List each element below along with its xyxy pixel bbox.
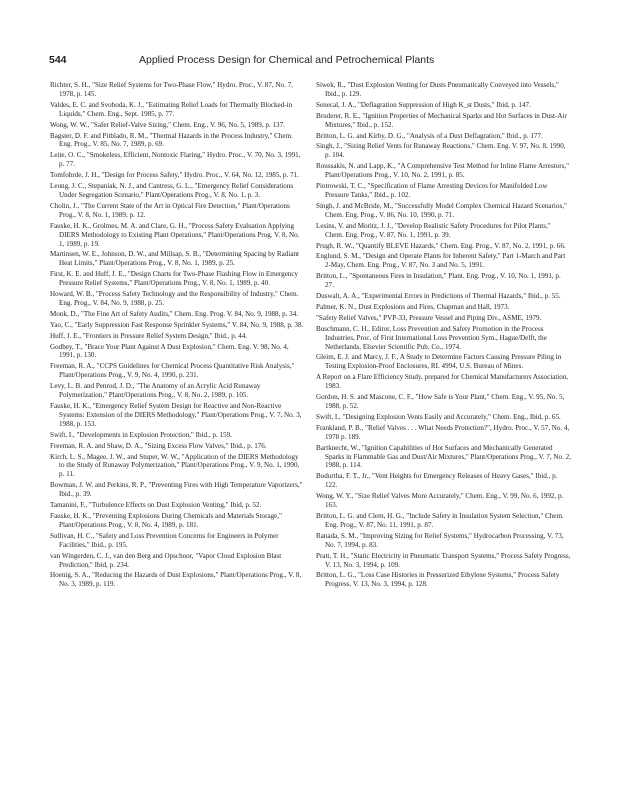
- reference-entry: Britton, L., "Spontaneous Fires in Insulation," Plant. Eng. Prog., V. 10, No. 1, 1991, p. 27.: [316, 272, 561, 290]
- running-title: Applied Process Design for Chemical and Petrochemical Plants: [139, 54, 435, 66]
- reference-entry: Roussakis, N. and Lapp, K., "A Comprehensive Test Method for Inline Flame Arrestors," Plant/Operations Prog., V. 10, No. 2, 1991, p. 85.: [316, 162, 570, 180]
- reference-entry: Fauske, H. K., "Preventing Explosions During Chemicals and Materials Storage," Plant/Operations Prog., V. 8, No. 4, 1989, p. 181.: [50, 511, 282, 529]
- reference-entry: Fauske, H. K., Grolmes, M. A. and Clare, G. H., "Process Safety Evaluation Applying DIERS Methodology to Existing Plant Operations," Plant/Operations Prog. V. 8, No. 1, 1989, p. 19.: [50, 221, 300, 248]
- references-left-column: [50, 81, 305, 591]
- reference-entry: Englund, S. M., "Design and Operate Plants for Inherent Safety," Part 1-March and Part 2-May, Chem. Eng. Prog., V. 87, No. 3 and No. 5, 1991.: [316, 252, 566, 270]
- reference-entry: Wong, W. W., "Safer Relief-Valve Sizing," Chem. Eng., V. 96, No. 5, 1989, p. 137.: [50, 120, 285, 129]
- reference-entry: Godbey, T., "Brace Your Plant Against A Dust Explosion," Chem. Eng. V. 98, No. 4, 1991, p. 130.: [50, 342, 289, 360]
- reference-entry: Martinsen, W. E., Johnson, D. W., and Millsap, S. B., "Determining Spacing by Radiant Heat Limits," Plant/Operations Prog., V. 8, No. 1, 1989, p. 25.: [50, 250, 299, 268]
- reference-entry: Senecal, J. A., "Deflagration Suppression of High K_st Dusts," Ibid, p. 147.: [316, 100, 531, 109]
- reference-entry: Frankland, P. B., "Relief Valves . . . What Needs Protection?", Hydro. Proc., V. 57, No. 4, 1978 p. 189.: [316, 423, 570, 441]
- reference-entry: First, K. E. and Huff, J. E., "Design Charts for Two-Phase Flashing Flow in Emergency Pressure Relief Systems," Plant/Operations Prog., V. 8, No. 1, 1989, p. 40.: [50, 270, 299, 288]
- page-number: 544: [49, 54, 67, 66]
- reference-entry: Swift, I., "Developments in Explosion Protection," Ibid., p. 159.: [50, 430, 232, 439]
- page-header: [49, 54, 571, 68]
- reference-entry: Valdes, E. C. and Svoboda, K. J., "Estimating Relief Loads for Thermally Blocked-in Liquids," Chem. Eng., Sept. 1985, p. 77.: [50, 100, 293, 118]
- reference-entry: Bowman, J. W. and Perkins, R. P., "Preventing Fires with High Temperature Vaporizers," Ibid., p. 39.: [50, 481, 303, 499]
- reference-entry: Singh, J., "Sizing Relief Vents for Runaway Reactions," Chem. Eng. V. 97, No. 8, 1990, p. 104.: [316, 142, 566, 160]
- reference-entry: "Safety Relief Valves," PVP-33, Pressure Vessel and Piping Div., ASME, 1979.: [316, 313, 542, 322]
- reference-entry: Freeman, R. A. and Shaw, D. A., "Sizing Excess Flow Valves," Ibid., p. 176.: [50, 441, 267, 450]
- reference-entry: Sullivan, H. C., "Safety and Loss Prevention Concerns for Engineers in Polymer Facilities," Ibid., p. 195.: [50, 531, 279, 549]
- reference-entry: A Report on a Flare Efficiency Study, prepared for Chemical Manufacturers Association, 1983.: [316, 373, 569, 391]
- reference-entry: Bartknecht, W., "Ignition Capabilities of Hot Surfaces and Mechanically Generated Sparks in Flammable Gas and Dust/Air Mixtures," Plant/Operations Prog., V. 7, No. 2, 1988, p. 114.: [316, 443, 571, 470]
- reference-entry: Swift, I., "Designing Explosion Vents Easily and Accurately," Chem. Eng., Ibid, p. 65.: [316, 412, 561, 421]
- reference-entry: Tamanini, F., "Turbulence Effects on Dust Explosion Venting," Ibid, p. 52.: [50, 501, 262, 510]
- reference-entry: Singh, J. and McBride, M., "Successfully Model Complex Chemical Hazard Scenarios," Chem. Eng. Prog., V. 86, No. 10, 1990, p. 71.: [316, 201, 567, 219]
- reference-entry: Bruderer, R. E., "Ignition Properties of Mechanical Sparks and Hot Surfaces in Dust-Air Mixtures," Ibid., p. 152.: [316, 111, 567, 129]
- reference-entry: Prugh, R. W., "Quantify BLEVE Hazards," Chem. Eng. Prog., V. 87, No. 2, 1991, p. 66.: [316, 241, 566, 250]
- reference-entry: Freeman, R. A., "CCPS Guidelines for Chemical Process Quantitative Risk Analysis," Plant/Operations Prog., V. 9, No. 4, 1990, p. 231.: [50, 362, 295, 380]
- reference-entry: Huff, J. E., "Frontiers in Pressure Relief System Design," Ibid., p. 44.: [50, 331, 248, 340]
- reference-entry: Palmer, K. N., Dust Explosions and Fires, Chapman and Hall, 1973.: [316, 302, 510, 311]
- reference-entry: Gordon, H. S. and Mascone, C. F., "How Safe is Your Plant," Chem. Eng., V. 95, No. 5, 1988, p. 52.: [316, 393, 565, 410]
- reference-entry: Ranada, S. M., "Improving Sizing for Relief Systems," Hydrocarbon Processing, V. 73, No. 7, 1994, p. 83.: [316, 531, 564, 549]
- reference-entry: Yao, C., "Early Suppression Fast Response Sprinkler Systems," V. 84, No. 9, 1988, p. 38.: [50, 320, 304, 329]
- reference-entry: Leite, O. C., "Smokeless, Efficient, Nontoxic Flaring," Hydro. Proc., V. 70, No. 3, 1991, p. 77.: [50, 151, 301, 169]
- reference-entry: Cholin, J., "The Current State of the Art in Optical Fire Detection," Plant/Operations Prog., V. 8, No. 1, 1989, p. 12.: [50, 201, 290, 219]
- reference-entry: Gleim, E. J. and Marcy, J. F., A Study to Determine Factors Causing Pressure Piling in Testing Explosion-Proof Enclosures, RI. 4994, U.S. Bureau of Mines.: [316, 353, 562, 371]
- reference-entry: Siwek, R., "Dust Explosion Venting for Dusts Pneumatically Conveyed into Vessels," Ibid., p. 129.: [316, 81, 559, 98]
- reference-entry: Fauske, H. K., "Emergency Relief System Design for Reactive and Non-Reactive Systems: Extension of the DIERS Methodology," Plant/Operations Prog., V. 7, No. 3, 1988, p. 153.: [50, 402, 302, 428]
- reference-entry: Leung, J. C., Stepaniak, N. J., and Cantress, G. L., "Emergency Relief Considerations Under Segregation Scenario," Plant/Operations Prog., V. 8, No. 1, p. 3.: [50, 182, 294, 199]
- reference-entry: van Wingerden, C. J., van den Berg and Opschoor, "Vapor Cloud Explosion Blast Prediction," Ibid, p. 234.: [50, 551, 282, 569]
- reference-entry: Tomfohrde, J. H., "Design for Process Safety," Hydro. Proc., V. 64, No. 12, 1985, p. 71.: [50, 171, 299, 180]
- reference-entry: Britton, L. G. and Kirby, D. G., "Analysis of a Dust Deflagration," Ibid., p. 177.: [316, 131, 543, 140]
- reference-entry: Duswalt, A. A., "Experimental Errors in Predictions of Thermal Hazards," Ibid., p. 55.: [316, 292, 561, 301]
- reference-entry: Britton, L. G., "Loss Case Histories in Pressurized Ethylene Systems," Process Safety Progress, V. 13, No. 3, 1994, p. 128.: [316, 571, 560, 589]
- reference-entry: Kirch, L. S., Magee, J. W., and Stuper, W. W., "Application of the DIERS Methodology to the Study of Runaway Polymerization," Plant/Operations Prog., V. 9, No. 1, 1990, p. 11.: [50, 452, 300, 479]
- references-right-column: [316, 81, 571, 591]
- reference-entry: Monk, D., "The Fine Art of Safety Audits," Chem. Eng. Prog. V. 84, No. 9, 1988, p. 34.: [50, 309, 299, 318]
- reference-entry: Lesins, V. and Moritz, J. J., "Develop Realistic Safety Procedures for Pilot Plants," Chem. Eng. Prog., V. 87, No. 1, 1991, p. 39.: [316, 221, 551, 239]
- reference-entry: Richter, S. H., "Size Relief Systems for Two-Phase Flow," Hydro. Proc., V. 87, No. 7, 1978, p. 145.: [50, 81, 293, 98]
- reference-entry: Buschmann, C. H., Editor, Loss Prevention and Safety Promotion in the Process Industries, Proc. of First International Loss Prevention Sym., Hague/Delft, the Netherlands, Elsevier Scientific Pub. Co., 1974.: [316, 324, 547, 351]
- reference-entry: Howard, W. B., "Process Safety Technology and the Responsibility of Industry," Chem. Eng. Prog., V. 84, No. 9, 1988, p. 25.: [50, 290, 299, 307]
- reference-entry: Pratt, T. H., "Static Electricity in Pneumatic Transport Systems," Process Safety Progress, V. 13, No. 3, 1994, p. 109.: [316, 551, 571, 569]
- reference-entry: Piotrowski, T. C., "Specification of Flame Arresting Devices for Manifolded Low Pressure Tanks," Ibid., p. 102.: [316, 182, 548, 199]
- reference-entry: Wong, W. Y., "Size Relief Valves More Accurately," Chem. Eng., V. 99, No. 6, 1992, p. 163.: [316, 492, 564, 510]
- reference-entry: Hoenig, S. A., "Reducing the Hazards of Dust Explosions," Plant/Operations Prog., V. 8, No. 3, 1989, p. 119.: [50, 571, 302, 589]
- reference-entry: Britton, L. G. and Clem, H. G., "Include Safety in Insulation System Selection," Chem. Eng. Prog., V. 87, No. 11, 1991, p. 87.: [316, 511, 564, 529]
- reference-entry: Bagster, D. F. and Pitblado, R. M., "Thermal Hazards in the Process Industry," Chem. Eng. Prog., V. 85, No. 7, 1989, p. 69.: [50, 131, 293, 149]
- reference-entry: Levy, L. B. and Penrod, J. D., "The Anatomy of an Acrylic Acid Runaway Polymerization," Plant/Operations Prog., V. 8, No. 2, 1989, p. 105.: [50, 382, 261, 400]
- reference-entry: Bodurtha, F. T., Jr., "Vent Heights for Emergency Releases of Heavy Gases," Ibid., p. 122.: [316, 472, 558, 490]
